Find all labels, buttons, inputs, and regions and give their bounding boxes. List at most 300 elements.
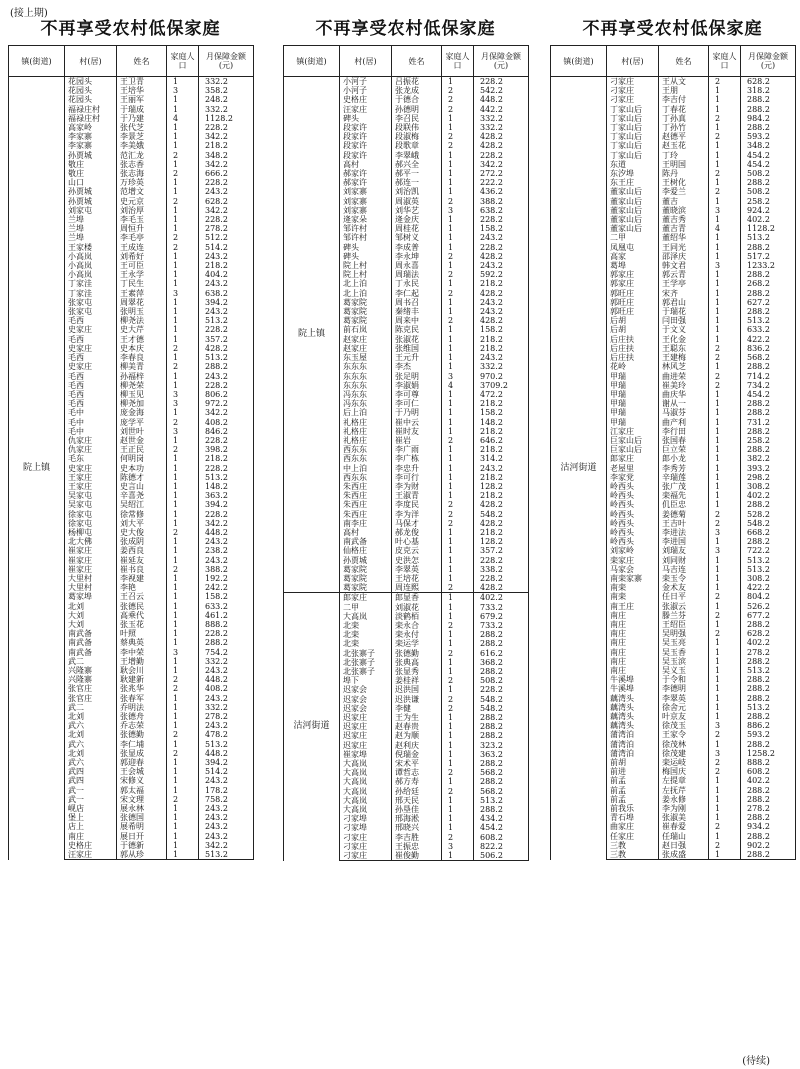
household-cell: 1 [442,399,474,408]
village-cell: 史格庄 [340,95,392,104]
village-cell: 刘家寨 [340,197,392,206]
village-cell: 岭西头 [607,528,659,537]
village-cell: 丁家山后 [607,132,659,141]
household-cell: 2 [709,381,741,390]
village-cell: 南武备 [340,537,392,546]
name-cell: 赵玉花 [659,141,709,150]
name-cell: 赵世金 [117,436,167,445]
name-cell: 李进国 [659,537,709,546]
name-cell: 马保才 [392,519,442,528]
name-cell: 梅国庆 [659,767,709,776]
household-cell: 2 [442,649,474,658]
village-cell: 孙贾城 [340,556,392,565]
amount-cell: 593.2 [741,132,796,141]
amount-cell: 404.2 [199,270,254,279]
amount-cell: 228.2 [474,151,529,160]
page-title: 不再享受农村低保家庭 [40,19,221,39]
household-cell: 3 [167,648,199,657]
amount-cell: 454.2 [741,390,796,399]
name-cell: 王建梅 [659,353,709,362]
name-cell: 仉臣忠 [659,500,709,509]
name-cell: 张德勤 [117,730,167,739]
household-cell: 2 [709,822,741,831]
name-cell: 赵春贵 [392,722,442,731]
name-cell: 李艳 [117,583,167,592]
amount-cell: 722.2 [741,546,796,555]
amount-cell: 243.2 [199,804,254,813]
village-cell: 岭西头 [607,510,659,519]
village-cell: 毛西 [65,381,117,390]
amount-cell: 218.2 [199,454,254,463]
household-cell: 1 [442,823,474,832]
household-cell: 1 [442,178,474,187]
household-cell: 2 [167,151,199,160]
household-cell: 3 [709,261,741,270]
household-cell: 1 [442,362,474,371]
household-cell: 1 [167,804,199,813]
village-cell: 董家山后 [607,206,659,215]
household-cell: 1 [709,86,741,95]
village-cell: 南武备 [65,638,117,647]
amount-cell: 218.2 [474,399,529,408]
village-cell: 郭旺庄 [607,307,659,316]
amount-cell: 934.2 [741,822,796,831]
household-cell: 2 [709,187,741,196]
amount-cell: 238.2 [199,546,254,555]
village-cell: 毛西 [65,353,117,362]
village-cell: 邹许村 [340,233,392,242]
amount-cell: 806.2 [199,390,254,399]
amount-cell: 228.2 [199,381,254,390]
household-cell: 1 [167,822,199,831]
village-cell: 仇家庄 [65,436,117,445]
household-cell: 1 [442,731,474,740]
village-cell: 高村 [340,528,392,537]
village-cell: 刁家庄 [607,77,659,87]
amount-cell: 668.2 [741,528,796,537]
village-cell: 大高岚 [340,796,392,805]
household-cell: 2 [709,344,741,353]
village-cell: 西东东 [340,454,392,463]
name-cell: 栾永付 [392,630,442,639]
name-cell: 徐常修 [117,510,167,519]
village-cell: 花园头 [65,95,117,104]
name-cell: 曲进荣 [659,372,709,381]
household-cell: 1 [709,123,741,132]
household-cell: 3 [709,206,741,215]
village-cell: 小河子 [340,77,392,87]
village-cell: 花园头 [65,77,117,87]
household-cell: 2 [167,362,199,371]
name-cell: 张龙成 [392,86,442,95]
name-cell: 张兆华 [117,684,167,693]
amount-cell: 338.2 [474,565,529,574]
table-row [9,77,254,87]
household-cell: 1 [442,805,474,814]
amount-cell: 288.2 [741,694,796,703]
household-cell: 3 [709,546,741,555]
household-cell: 1 [442,750,474,759]
village-cell: 甲瑞 [607,390,659,399]
amount-cell: 902.2 [741,841,796,850]
household-cell: 1 [167,77,199,87]
amount-cell: 218.2 [199,141,254,150]
amount-cell: 888.2 [199,620,254,629]
name-cell: 史大芹 [117,325,167,334]
name-cell: 王绍臣 [659,620,709,629]
household-cell: 2 [442,768,474,777]
village-cell: 迟家会 [340,704,392,713]
household-cell: 1 [709,675,741,684]
household-cell: 1 [709,684,741,693]
name-cell: 李翠峨 [392,151,442,160]
household-cell: 1 [442,160,474,169]
amount-cell: 548.2 [474,695,529,704]
household-cell: 1 [167,261,199,270]
village-cell: 张官庄 [65,684,117,693]
household-cell: 1 [167,813,199,822]
town-cell: 院上镇 [284,77,340,593]
name-cell: 王元升 [392,353,442,362]
table-column-2 [283,18,528,861]
name-cell: 张足明 [392,372,442,381]
village-cell: 东汐埠 [607,169,659,178]
household-cell: 1 [442,335,474,344]
village-cell: 店上 [65,822,117,831]
amount-cell: 243.2 [199,556,254,565]
amount-cell: 348.2 [741,141,796,150]
household-cell: 1 [709,795,741,804]
amount-cell: 822.2 [474,842,529,851]
village-cell: 王家庄 [65,482,117,491]
village-cell: 汪家庄 [340,105,392,114]
village-cell: 迟家会 [340,695,392,704]
amount-cell: 593.2 [741,730,796,739]
village-cell: 史家庄 [65,464,117,473]
amount-cell: 448.2 [199,675,254,684]
household-cell: 3 [709,749,741,758]
amount-cell: 288.2 [741,850,796,860]
household-cell: 1 [709,537,741,546]
amount-cell: 228.2 [199,464,254,473]
name-cell: 于乃明 [392,408,442,417]
household-cell: 1 [167,574,199,583]
village-cell: 敬庄 [65,160,117,169]
amount-cell: 243.2 [199,307,254,316]
name-cell: 王素萍 [117,289,167,298]
village-cell: 高家岭 [65,123,117,132]
amount-cell: 243.2 [199,832,254,841]
village-cell: 迟家庄 [340,722,392,731]
village-cell: 李家党 [607,473,659,482]
village-cell: 毛西 [65,372,117,381]
name-cell: 庞金海 [117,408,167,417]
household-cell: 1 [709,233,741,242]
name-cell: 周恒升 [117,224,167,233]
household-cell: 1 [442,722,474,731]
amount-cell: 348.2 [199,151,254,160]
household-cell: 2 [167,684,199,693]
household-cell: 1 [167,546,199,555]
name-cell: 董吉 [659,197,709,206]
name-cell: 王同光 [659,243,709,252]
name-cell: 李杰 [392,362,442,371]
amount-cell: 428.2 [474,583,529,593]
village-cell: 岭西头 [607,482,659,491]
village-cell: 兰埠 [65,224,117,233]
name-cell: 崔岩 [392,436,442,445]
household-cell: 2 [709,519,741,528]
name-cell: 李仁埔 [117,740,167,749]
name-cell: 邢海淞 [392,814,442,823]
amount-cell: 332.2 [199,77,254,87]
village-cell: 东东东 [340,372,392,381]
household-cell: 1 [709,602,741,611]
name-cell: 陈丹 [659,169,709,178]
amount-cell: 288.2 [741,786,796,795]
name-cell: 张德舟 [117,712,167,721]
amount-cell: 258.2 [741,436,796,445]
household-cell: 1 [442,114,474,123]
name-cell: 柳尧荣 [117,381,167,390]
village-cell: 中上泊 [340,464,392,473]
amount-cell: 357.2 [199,335,254,344]
household-cell: 4 [709,224,741,233]
amount-cell: 454.2 [741,151,796,160]
household-cell: 3 [442,206,474,215]
household-cell: 3 [167,427,199,436]
amount-cell: 288.2 [474,639,529,648]
name-cell: 姜桂祥 [392,676,442,685]
amount-cell: 472.2 [474,390,529,399]
name-cell: 郝连一 [392,178,442,187]
amount-cell: 342.2 [474,160,529,169]
amount-cell: 970.2 [474,372,529,381]
name-cell: 郝龙俊 [392,528,442,537]
name-cell: 刘淑花 [392,603,442,612]
household-cell: 1 [442,353,474,362]
household-cell: 2 [442,270,474,279]
amount-cell: 733.2 [474,603,529,612]
household-cell: 1 [709,325,741,334]
amount-cell: 508.2 [474,676,529,685]
name-cell: 李翠英 [392,565,442,574]
household-cell: 2 [167,675,199,684]
amount-cell: 754.2 [199,648,254,657]
name-cell: 郭君山 [659,298,709,307]
amount-cell: 288.2 [741,270,796,279]
amount-cell: 243.2 [199,537,254,546]
page-title: 不再享受农村低保家庭 [315,19,496,39]
village-cell: 南王庄 [607,602,659,611]
amount-cell: 628.2 [199,197,254,206]
household-cell: 1 [709,95,741,104]
village-cell: 藕湾头 [607,694,659,703]
household-cell: 1 [709,454,741,463]
household-cell: 1 [709,316,741,325]
household-cell: 2 [709,730,741,739]
name-cell: 徐茂林 [659,740,709,749]
name-cell: 于令和 [659,675,709,684]
village-cell: 郝家许 [340,178,392,187]
name-cell: 张国春 [659,436,709,445]
amount-cell: 288.2 [199,362,254,371]
amount-cell: 243.2 [474,233,529,242]
household-cell: 1 [709,335,741,344]
village-cell: 杨柳屯 [65,528,117,537]
name-cell: 赵利庆 [392,741,442,750]
name-cell: 刘希好 [117,252,167,261]
household-cell: 1 [442,574,474,583]
amount-cell: 984.2 [741,114,796,123]
household-cell: 1 [167,602,199,611]
household-cell: 1 [167,611,199,620]
amount-cell: 461.2 [199,611,254,620]
household-cell: 1 [709,289,741,298]
name-cell: 张淑美 [659,813,709,822]
name-cell: 左抚芹 [659,786,709,795]
village-cell: 南庄 [607,666,659,675]
name-cell: 王朋 [659,86,709,95]
amount-cell: 288.2 [741,408,796,417]
household-cell: 1 [167,776,199,785]
name-cell: 叶照 [117,629,167,638]
name-cell: 丁民生 [117,279,167,288]
household-cell: 1 [167,160,199,169]
household-cell: 1 [167,510,199,519]
village-cell: 南李庄 [340,519,392,528]
continued-label: (接上期) [10,8,48,19]
village-cell: 吴家屯 [65,491,117,500]
village-cell: 张官庄 [65,694,117,703]
name-cell: 吴明强 [659,629,709,638]
household-cell: 1 [709,556,741,565]
header-name: 姓名 [392,46,442,77]
village-cell: 逄家朵 [340,215,392,224]
household-cell: 2 [167,243,199,252]
name-cell: 孙垦佳 [392,805,442,814]
name-cell: 刘华艺 [392,206,442,215]
amount-cell: 358.2 [199,86,254,95]
amount-cell: 243.2 [474,353,529,362]
village-cell: 东王庄 [607,178,659,187]
household-cell: 1 [167,408,199,417]
household-cell: 1 [167,381,199,390]
village-cell: 葛埠 [607,261,659,270]
amount-cell: 288.2 [741,399,796,408]
amount-cell: 278.2 [199,224,254,233]
village-cell: 武四 [65,776,117,785]
household-cell: 2 [442,787,474,796]
name-cell: 宋术平 [392,759,442,768]
amount-cell: 513.2 [741,703,796,712]
name-cell: 栾福先 [659,491,709,500]
village-cell: 武六 [65,758,117,767]
household-cell: 1 [442,593,474,603]
village-cell: 史家庄 [65,344,117,353]
village-cell: 李家寨 [65,132,117,141]
village-cell: 武六 [65,721,117,730]
name-cell: 马淑芬 [659,408,709,417]
amount-cell: 714.2 [741,372,796,381]
household-cell: 1 [442,408,474,417]
name-cell: 李美娥 [117,141,167,150]
amount-cell: 888.2 [741,758,796,767]
household-cell: 1 [442,279,474,288]
name-cell: 邢晓兴 [392,823,442,832]
household-cell: 1 [442,454,474,463]
amount-cell: 608.2 [474,833,529,842]
header-name: 姓名 [659,46,709,77]
header-amount: 月保障金额(元) [741,46,796,77]
village-cell: 王家庄 [65,473,117,482]
name-cell: 段淑梅 [392,132,442,141]
amount-cell: 218.2 [474,279,529,288]
village-cell: 东玉屋 [340,353,392,362]
header-village: 村(居) [340,46,392,77]
amount-cell: 442.2 [474,105,529,114]
name-cell: 崔中云 [392,418,442,427]
village-cell: 崔家埠 [340,750,392,759]
amount-cell: 288.2 [741,712,796,721]
village-cell: 碑头 [340,252,392,261]
household-cell: 1 [442,233,474,242]
village-cell: 南庄 [65,832,117,841]
village-cell: 郎家庄 [607,454,659,463]
name-cell: 迟洪国 [392,685,442,694]
name-cell: 周永喜 [392,261,442,270]
name-cell: 周瑞法 [392,270,442,279]
name-cell: 李中荣 [117,648,167,657]
amount-cell: 228.2 [474,556,529,565]
name-cell: 柳玉见 [117,390,167,399]
village-cell: 东东东 [340,381,392,390]
household-cell: 2 [709,114,741,123]
name-cell: 丁孙竹 [659,123,709,132]
household-cell: 1 [167,141,199,150]
name-cell: 王淑青 [392,491,442,500]
amount-cell: 288.2 [741,307,796,316]
amount-cell: 288.2 [741,620,796,629]
village-cell: 三教 [607,850,659,860]
household-cell: 1 [442,482,474,491]
name-cell: 史本功 [117,464,167,473]
village-cell: 江家庄 [607,427,659,436]
village-cell: 迟家会 [340,685,392,694]
household-cell: 2 [167,445,199,454]
household-cell: 1 [167,620,199,629]
household-cell: 1 [709,666,741,675]
village-cell: 甲瑞 [607,408,659,417]
amount-cell: 288.2 [741,178,796,187]
amount-cell: 288.2 [474,805,529,814]
household-cell: 1 [709,850,741,860]
village-cell: 马家会 [607,565,659,574]
village-cell: 武六 [65,740,117,749]
table-column-3 [550,18,795,860]
amount-cell: 158.2 [199,592,254,601]
amount-cell: 568.2 [741,353,796,362]
name-cell: 姜永修 [659,795,709,804]
amount-cell: 314.2 [474,454,529,463]
amount-cell: 308.2 [741,574,796,583]
household-cell: 4 [167,114,199,123]
household-cell: 1 [167,657,199,666]
amount-cell: 218.2 [474,528,529,537]
header-town: 镇(街道) [551,46,607,77]
name-cell: 董吉青 [659,224,709,233]
amount-cell: 513.2 [199,353,254,362]
